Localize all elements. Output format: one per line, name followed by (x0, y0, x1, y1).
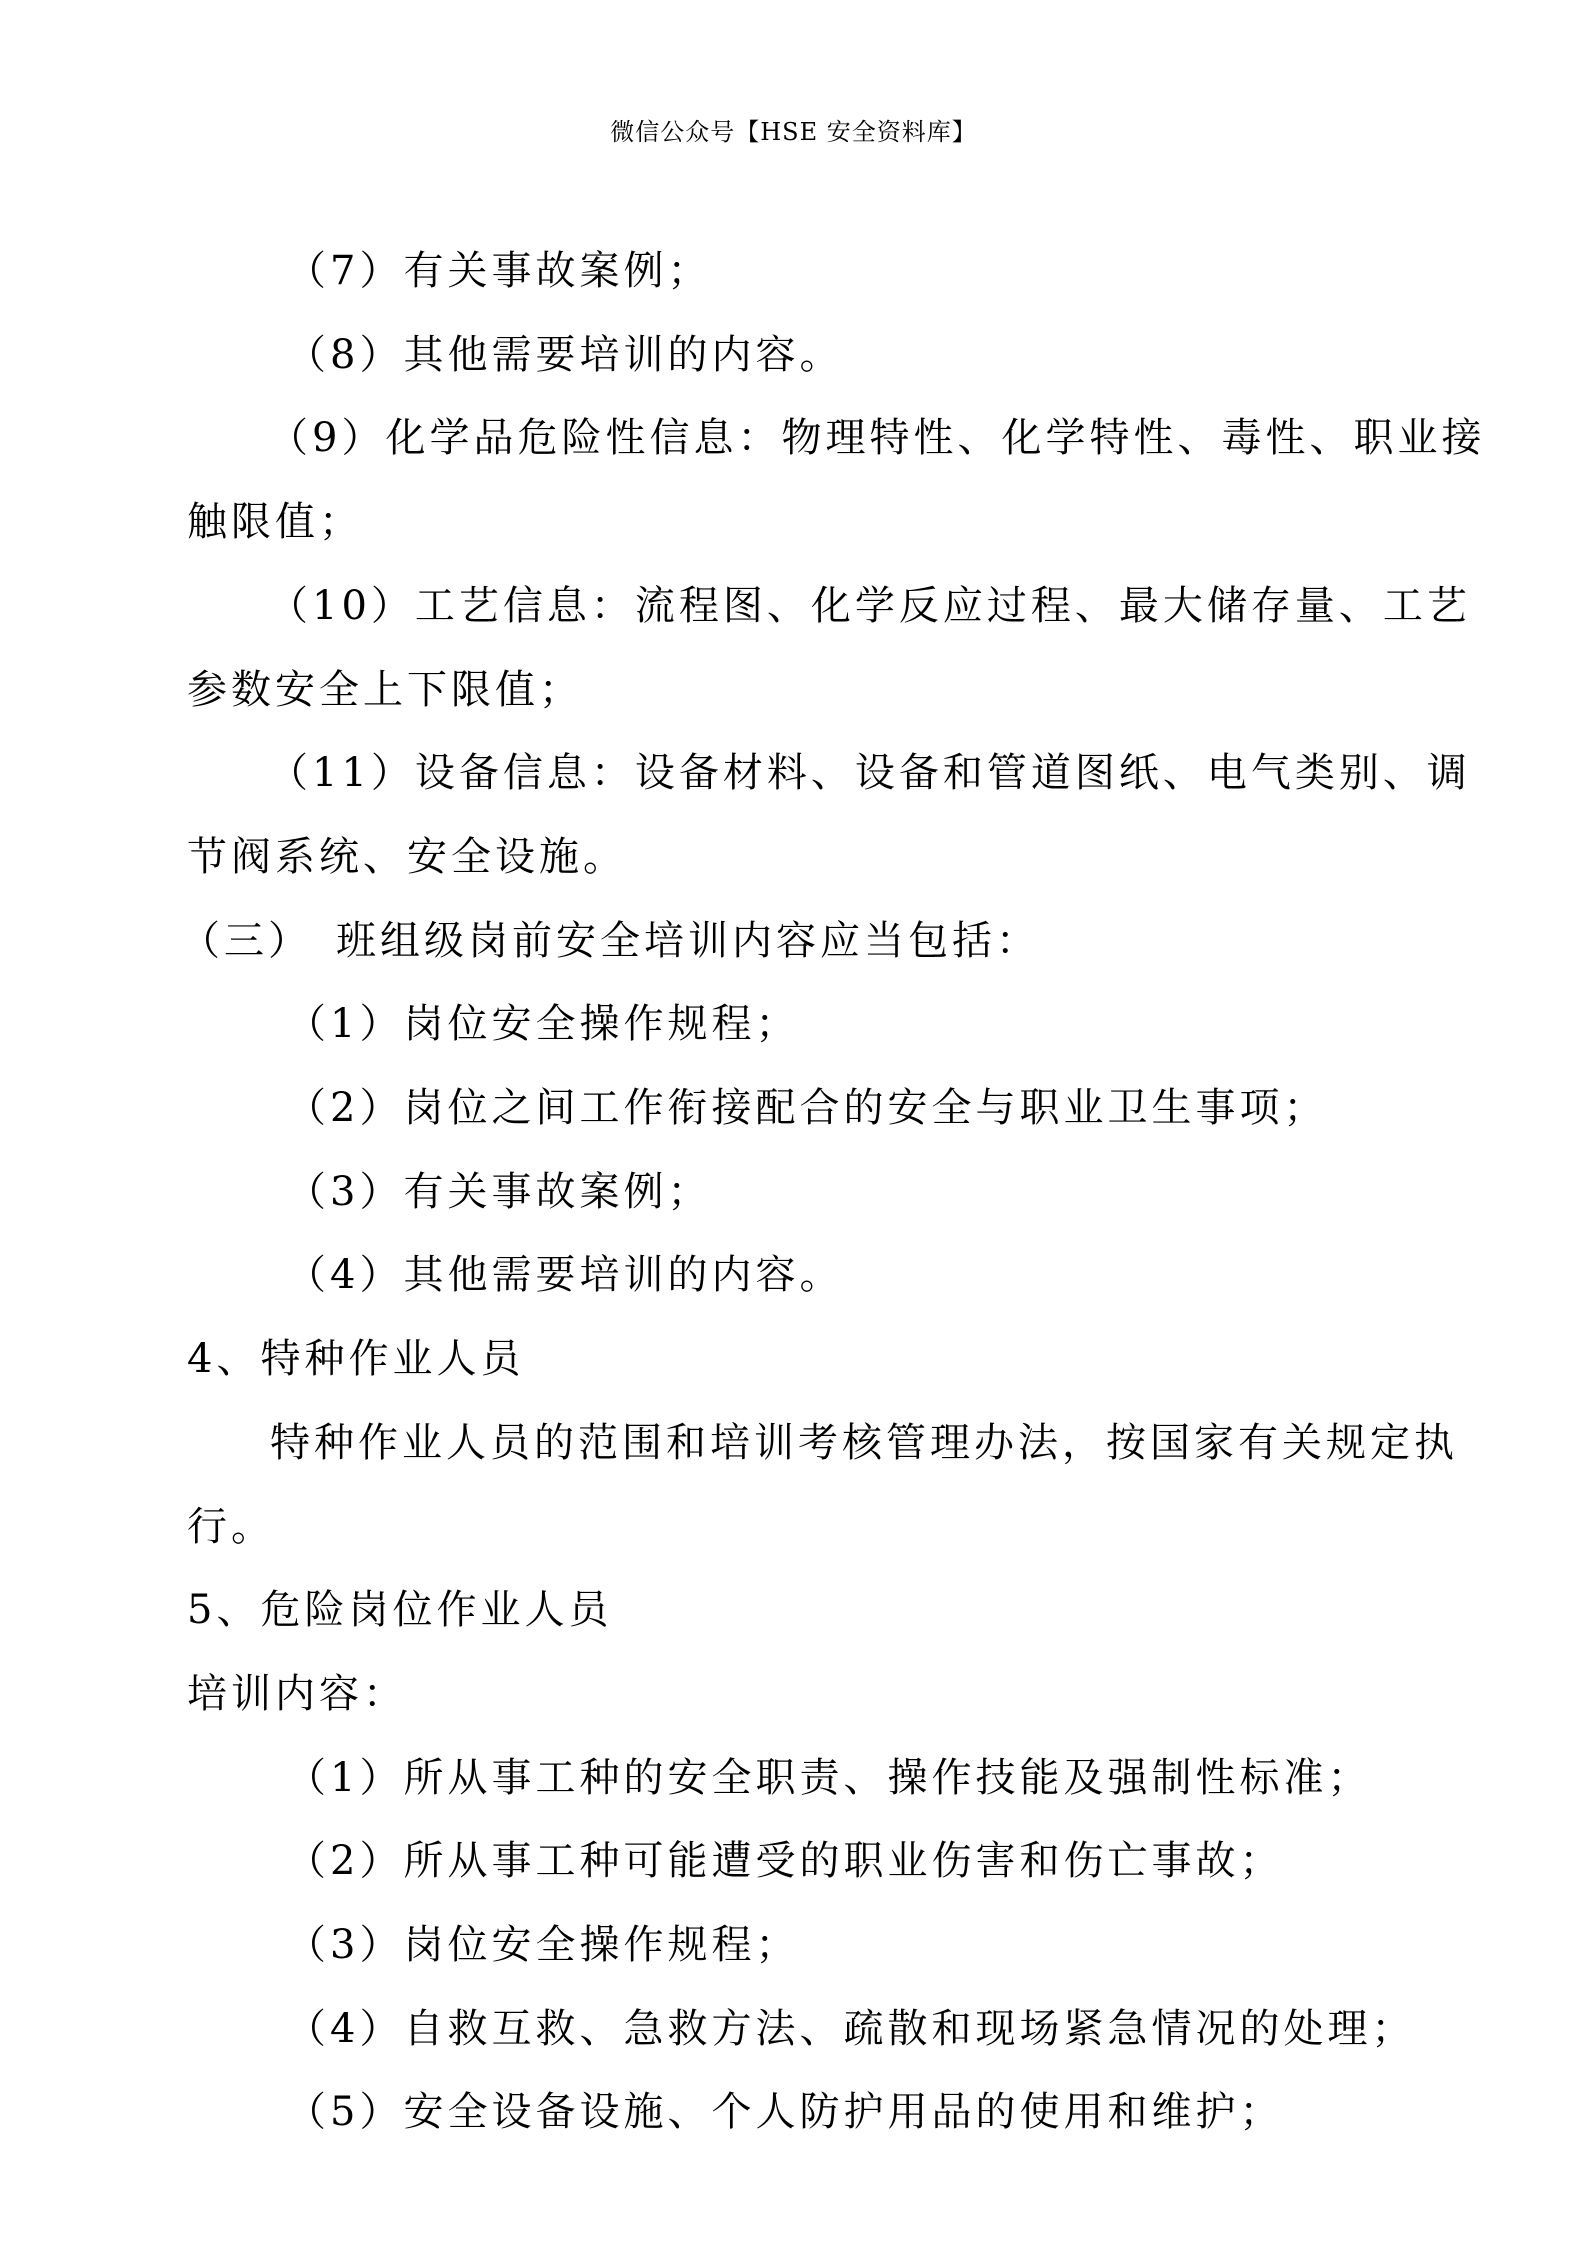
section-heading: 5、危险岗位作业人员 (187, 1587, 613, 1633)
text-line: 参数安全上下限值； (187, 667, 583, 713)
list-item: （8）其他需要培训的内容。 (286, 332, 844, 378)
section-heading: 4、特种作业人员 (187, 1336, 525, 1382)
text-line: 培训内容： (187, 1671, 407, 1717)
section-heading: （三） 班组级岗前安全培训内容应当包括： (180, 918, 1040, 964)
list-item: （3）岗位安全操作规程； (286, 1922, 800, 1968)
list-item: （9）化学品危险性信息：物理特性、化学特性、毒性、职业接 (268, 415, 1486, 461)
paragraph-text: 特种作业人员的范围和培训考核管理办法，按国家有关规定执 (270, 1420, 1458, 1466)
text-line: 节阀系统、安全设施。 (187, 834, 627, 880)
list-item: （4）其他需要培训的内容。 (286, 1252, 844, 1298)
list-item: （5）安全设备设施、个人防护用品的使用和维护； (286, 2089, 1284, 2135)
list-item: （2）岗位之间工作衔接配合的安全与职业卫生事项； (286, 1085, 1328, 1131)
list-item: （3）有关事故案例； (286, 1169, 712, 1215)
page-header: 微信公众号【HSE 安全资料库】 (610, 118, 977, 146)
list-item: （10）工艺信息：流程图、化学反应过程、最大储存量、工艺 (268, 583, 1471, 629)
list-item: （11）设备信息：设备材料、设备和管道图纸、电气类别、调 (268, 750, 1471, 796)
list-item: （7）有关事故案例； (286, 248, 712, 294)
list-item: （4）自救互救、急救方法、疏散和现场紧急情况的处理； (286, 2006, 1416, 2052)
text-line: 触限值； (187, 499, 363, 545)
list-item: （2）所从事工种可能遭受的职业伤害和伤亡事故； (286, 1838, 1284, 1884)
list-item: （1）岗位安全操作规程； (286, 1001, 800, 1047)
text-line: 行。 (187, 1504, 275, 1550)
list-item: （1）所从事工种的安全职责、操作技能及强制性标准； (286, 1755, 1372, 1801)
